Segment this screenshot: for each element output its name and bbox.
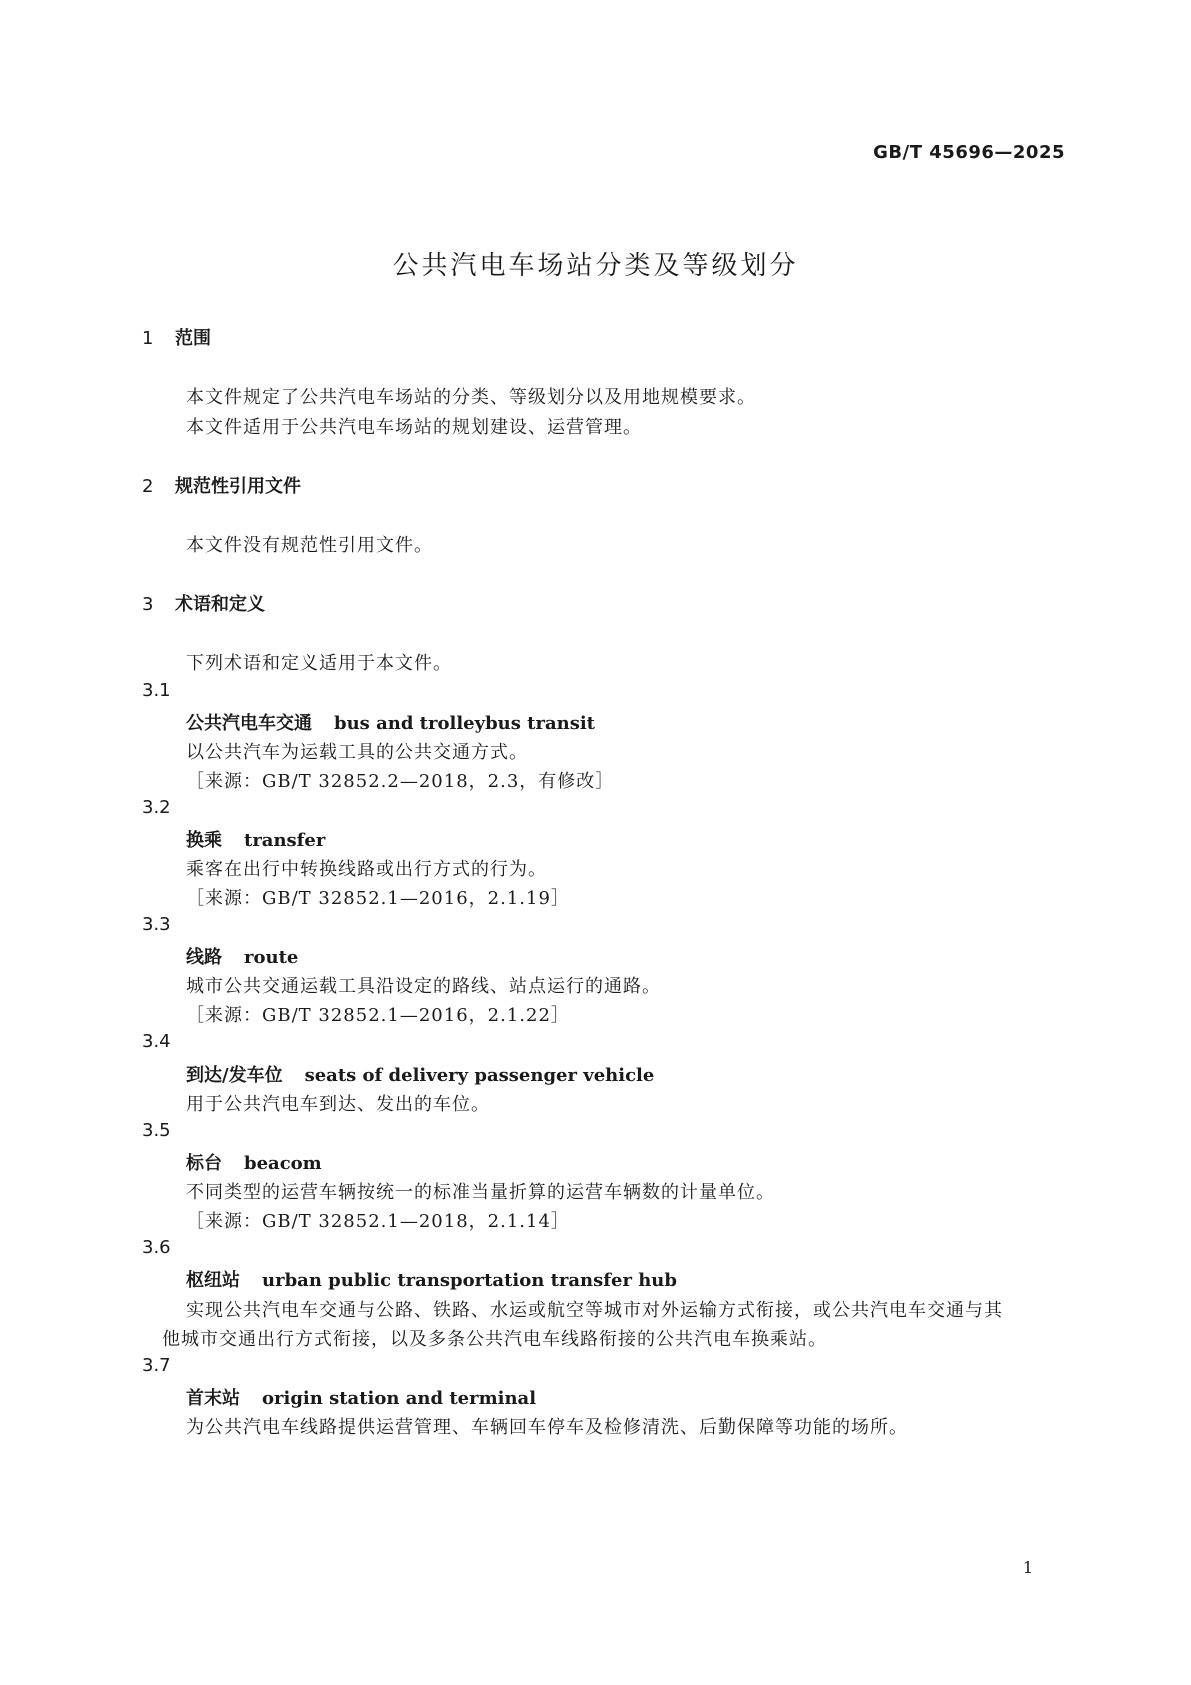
term-zh: 枢纽站 xyxy=(186,1270,240,1291)
term-source: ［来源：GB/T 32852.1—2016，2.1.22］ xyxy=(186,1005,570,1026)
term-number: 3.4 xyxy=(142,1031,171,1052)
term-number: 3.2 xyxy=(142,797,171,818)
term-definition: 不同类型的运营车辆按统一的标准当量折算的运营车辆数的计量单位。 xyxy=(186,1182,775,1203)
term-source: ［来源：GB/T 32852.2—2018，2.3，有修改］ xyxy=(186,771,615,792)
term-number: 3.3 xyxy=(142,914,171,935)
term-number: 3.5 xyxy=(142,1120,171,1141)
section-1-heading xyxy=(142,324,211,350)
term-en: bus and trolleybus transit xyxy=(334,713,595,734)
term-zh: 首末站 xyxy=(186,1388,240,1409)
section-number: 3 xyxy=(142,594,154,615)
section-title: 术语和定义 xyxy=(175,594,265,615)
term-definition: 为公共汽电车线路提供运营管理、车辆回车停车及检修清洗、后勤保障等功能的场所。 xyxy=(186,1417,908,1438)
section-title: 范围 xyxy=(175,328,211,349)
term-entry xyxy=(186,943,298,969)
term-entry xyxy=(186,1149,322,1175)
term-zh: 公共汽电车交通 xyxy=(186,713,312,734)
term-source: ［来源：GB/T 32852.1—2018，2.1.14］ xyxy=(186,1211,570,1232)
term-number: 3.7 xyxy=(142,1355,171,1376)
term-number: 3.6 xyxy=(142,1237,171,1258)
standard-number: GB/T 45696—2025 xyxy=(873,142,1065,163)
term-en: origin station and terminal xyxy=(262,1388,537,1409)
section-number: 2 xyxy=(142,476,154,497)
term-definition: 实现公共汽电车交通与公路、铁路、水运或航空等城市对外运输方式衔接，或公共汽电车交通与其 xyxy=(186,1300,1003,1321)
term-zh: 换乘 xyxy=(186,830,222,851)
term-entry xyxy=(186,826,325,852)
term-entry xyxy=(186,709,595,735)
paragraph: 本文件没有规范性引用文件。 xyxy=(186,535,433,556)
section-number: 1 xyxy=(142,328,154,349)
term-definition-continued: 他城市交通出行方式衔接，以及多条公共汽电车线路衔接的公共汽电车换乘站。 xyxy=(162,1329,827,1350)
term-definition: 以公共汽车为运载工具的公共交通方式。 xyxy=(186,742,528,763)
term-en: urban public transportation transfer hub xyxy=(262,1270,677,1291)
term-zh: 到达/发车位 xyxy=(186,1065,283,1086)
term-en: beacom xyxy=(244,1153,322,1174)
page-number: 1 xyxy=(1022,1558,1033,1577)
section-3-heading xyxy=(142,590,265,616)
section-title: 规范性引用文件 xyxy=(175,476,301,497)
term-definition: 乘客在出行中转换线路或出行方式的行为。 xyxy=(186,859,547,880)
document-title: 公共汽电车场站分类及等级划分 xyxy=(392,251,799,281)
term-en: transfer xyxy=(244,830,326,851)
term-definition: 城市公共交通运载工具沿设定的路线、站点运行的通路。 xyxy=(186,976,661,997)
term-definition: 用于公共汽电车到达、发出的车位。 xyxy=(186,1094,490,1115)
term-en: seats of delivery passenger vehicle xyxy=(304,1065,655,1086)
section-2-heading xyxy=(142,472,301,498)
term-number: 3.1 xyxy=(142,680,171,701)
term-source: ［来源：GB/T 32852.1—2016，2.1.19］ xyxy=(186,888,570,909)
term-zh: 标台 xyxy=(186,1153,222,1174)
paragraph: 本文件适用于公共汽电车场站的规划建设、运营管理。 xyxy=(186,417,642,438)
term-entry xyxy=(186,1384,536,1410)
term-en: route xyxy=(244,947,299,968)
term-entry xyxy=(186,1266,677,1292)
paragraph: 下列术语和定义适用于本文件。 xyxy=(186,653,452,674)
term-zh: 线路 xyxy=(186,947,222,968)
paragraph: 本文件规定了公共汽电车场站的分类、等级划分以及用地规模要求。 xyxy=(186,387,756,408)
term-entry xyxy=(186,1061,654,1087)
